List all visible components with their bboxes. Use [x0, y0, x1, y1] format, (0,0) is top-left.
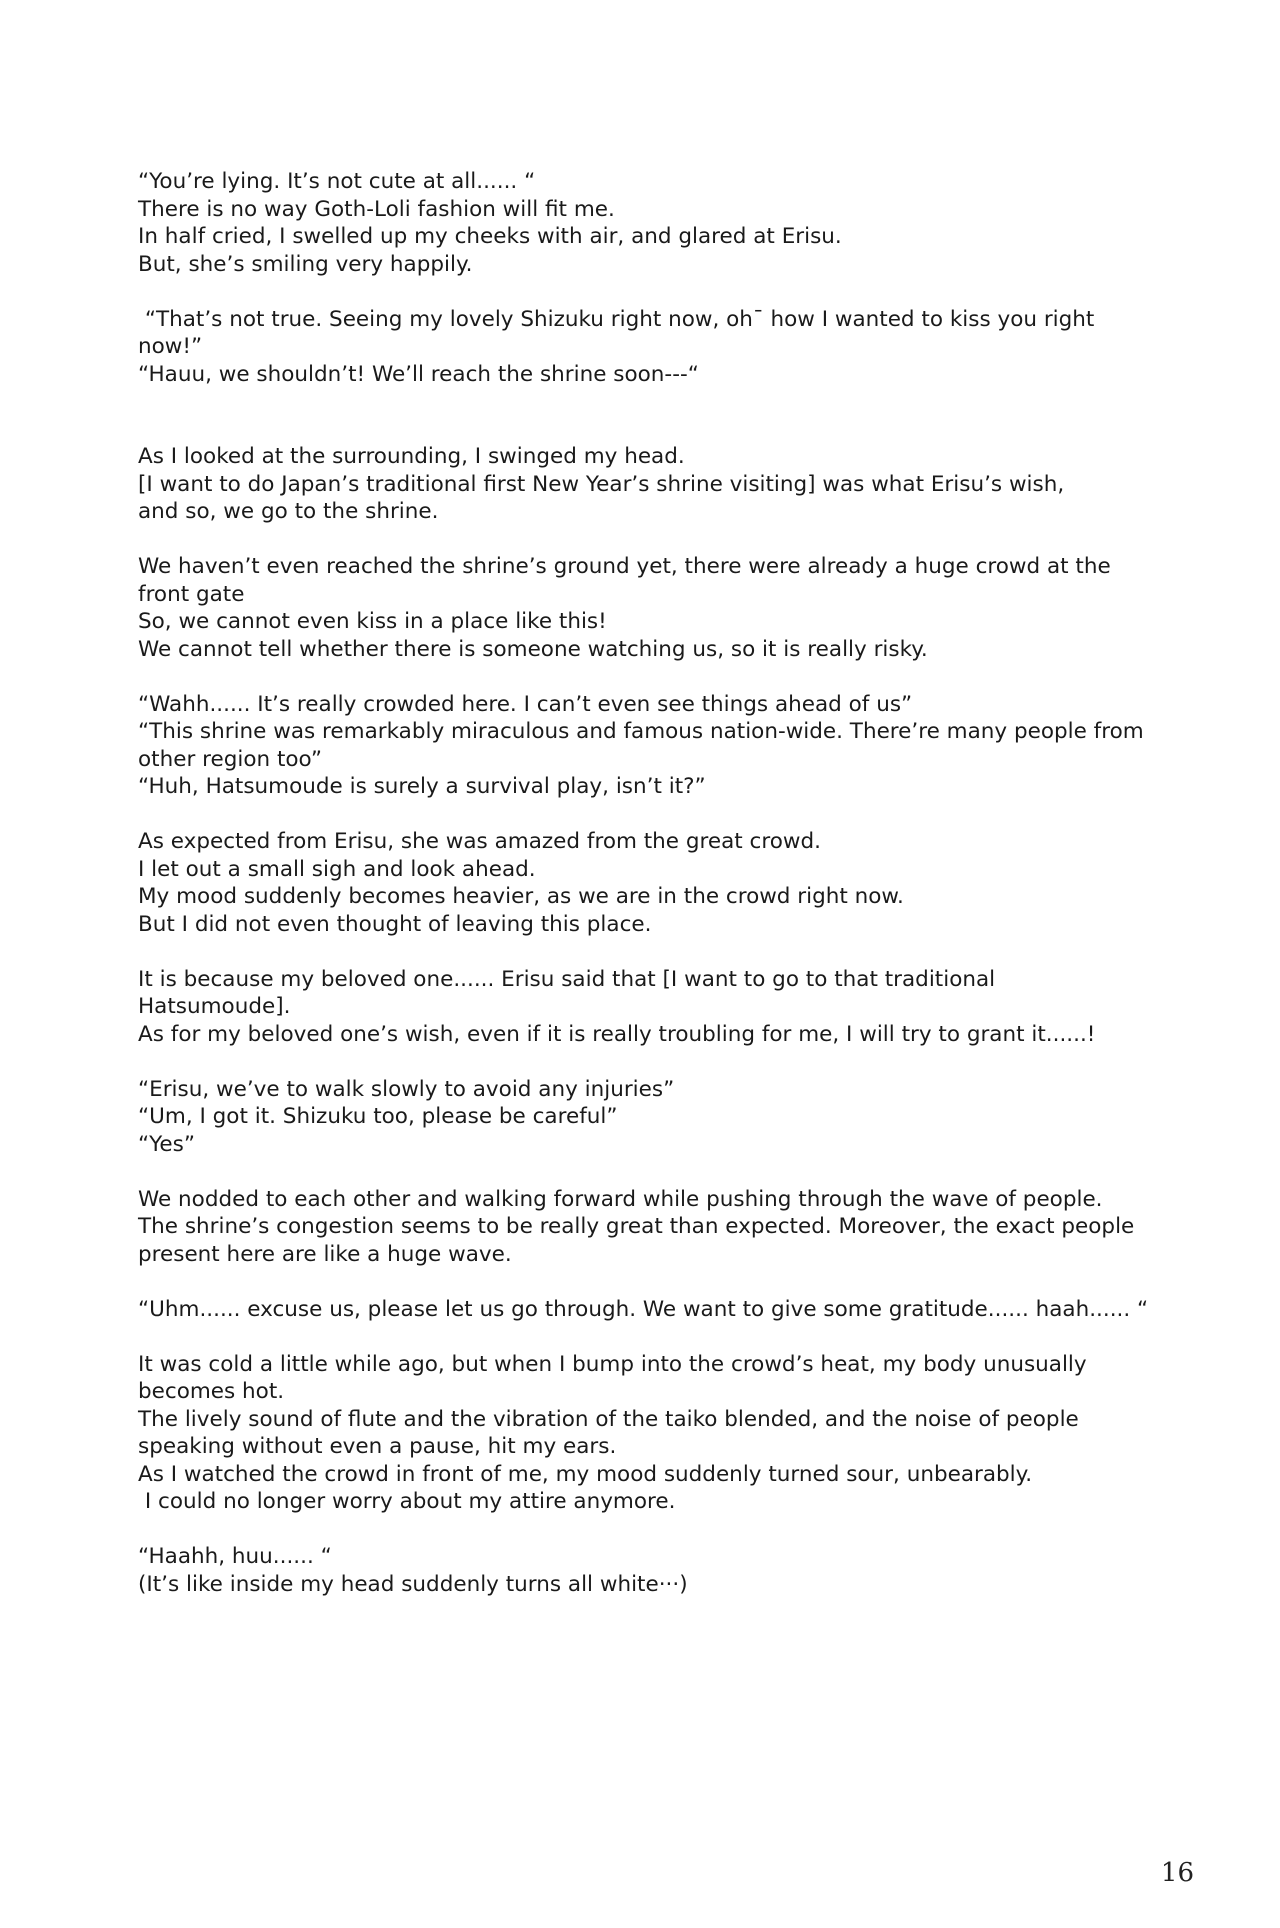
text-line: “Huh, Hatsumoude is surely a survival play, isn’t it?”: [138, 774, 706, 799]
paragraph: [138, 168, 1200, 278]
paragraph: [138, 966, 1200, 1049]
text-line: The lively sound of flute and the vibration of the taiko blended, and the noise of people: [138, 1406, 1079, 1432]
text-line: “Yes”: [138, 1131, 195, 1157]
page-number: 16: [1160, 1858, 1194, 1888]
paragraph: [138, 1186, 1200, 1269]
text-line: In half cried, I swelled up my cheeks with air, and glared at Erisu.: [138, 224, 842, 249]
text-line: present here are like a huge wave.: [138, 1241, 512, 1267]
text-line: “Uhm...... excuse us, please let us go through. We want to give some gratitude...... haah...... “: [138, 1296, 1149, 1322]
text-line: It is because my beloved one...... Erisu said that [I want to go to that traditional: [138, 966, 996, 992]
text-line: I let out a small sigh and look ahead.: [138, 856, 536, 882]
paragraph: [138, 1351, 1200, 1516]
paragraph: [138, 828, 1200, 938]
text-line: As for my beloved one’s wish, even if it is really troubling for me, I will try to grant it......!: [138, 1021, 1096, 1047]
text-line: We cannot tell whether there is someone watching us, so it is really risky.: [138, 636, 928, 662]
text-line: “You’re lying. It’s not cute at all...... “: [138, 169, 536, 194]
text-line: Hatsumoude].: [138, 994, 291, 1019]
body-text: [138, 168, 1200, 1626]
paragraph: [138, 553, 1200, 663]
text-line: But, she’s smiling very happily.: [138, 251, 473, 277]
text-line: My mood suddenly becomes heavier, as we are in the crowd right now.: [138, 884, 904, 909]
text-line: So, we cannot even kiss in a place like this!: [138, 609, 607, 634]
paragraph: [138, 306, 1200, 389]
text-line: It was cold a little while ago, but when I bump into the crowd’s heat, my body unusually: [138, 1351, 1087, 1377]
paragraph: [138, 443, 1200, 526]
text-line: “This shrine was remarkably miraculous and famous nation-wide. There’re many people from: [138, 719, 1144, 744]
text-line: I could no longer worry about my attire anymore.: [138, 1489, 676, 1514]
paragraph: [138, 1543, 1200, 1598]
text-line: “Wahh...... It’s really crowded here. I can’t even see things ahead of us”: [138, 691, 913, 717]
paragraph: [138, 1076, 1200, 1159]
text-line: front gate: [138, 581, 245, 607]
text-line: (It’s like inside my head suddenly turns all white···): [138, 1571, 688, 1597]
text-line: [I want to do Japan’s traditional first New Year’s shrine visiting] was what Erisu’s wish,: [138, 471, 1065, 497]
paragraph: [138, 691, 1200, 801]
text-line: The shrine’s congestion seems to be really great than expected. Moreover, the exact people: [138, 1214, 1135, 1239]
text-line: “Erisu, we’ve to walk slowly to avoid any injuries”: [138, 1076, 675, 1102]
text-line: As expected from Erisu, she was amazed from the great crowd.: [138, 829, 821, 854]
text-line: “Haahh, huu...... “: [138, 1544, 332, 1569]
text-line: We haven’t even reached the shrine’s ground yet, there were already a huge crowd at the: [138, 554, 1111, 579]
text-line: and so, we go to the shrine.: [138, 499, 439, 524]
text-line: We nodded to each other and walking forward while pushing through the wave of people.: [138, 1186, 1103, 1212]
text-line: As I looked at the surrounding, I swinged my head.: [138, 444, 685, 469]
text-line: now!”: [138, 334, 203, 359]
text-line: As I watched the crowd in front of me, my mood suddenly turned sour, unbearably.: [138, 1461, 1033, 1487]
paragraph: [138, 1296, 1200, 1324]
text-line: “Um, I got it. Shizuku too, please be careful”: [138, 1104, 618, 1129]
text-line: But I did not even thought of leaving this place.: [138, 911, 652, 937]
text-line: other region too”: [138, 746, 323, 772]
text-line: speaking without even a pause, hit my ears.: [138, 1434, 617, 1459]
text-line: “Hauu, we shouldn’t! We’ll reach the shrine soon---“: [138, 361, 699, 387]
text-line: “That’s not true. Seeing my lovely Shizuku right now, oh¯ how I wanted to kiss you right: [138, 306, 1095, 332]
text-line: There is no way Goth-Loli fashion will fit me.: [138, 196, 615, 222]
text-line: becomes hot.: [138, 1379, 285, 1404]
